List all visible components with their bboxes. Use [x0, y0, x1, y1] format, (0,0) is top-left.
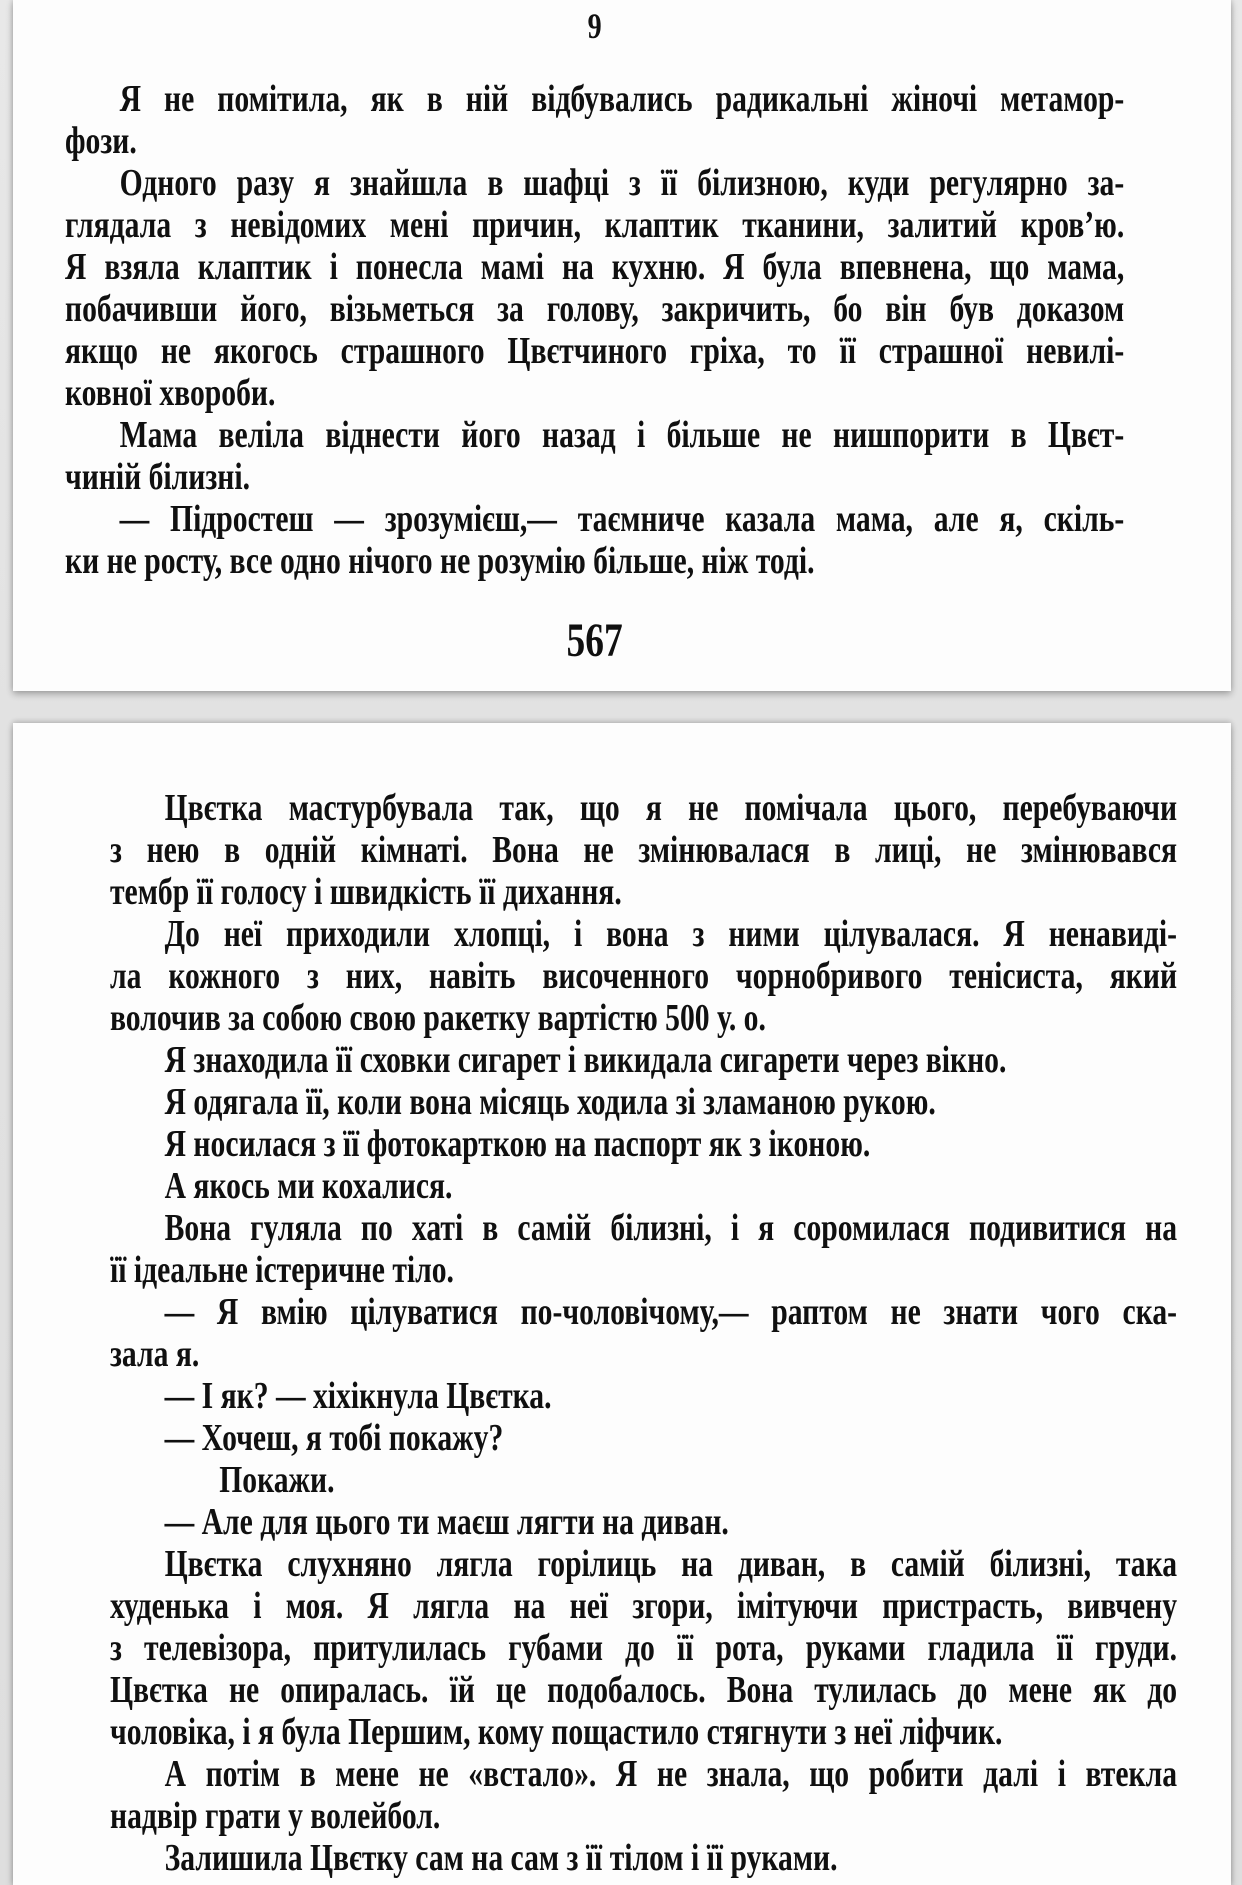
text-line: Я носилася з її фотокарткою на паспорт як з іконою. — [164, 1123, 871, 1165]
paragraph — [65, 162, 1124, 414]
text-line: До неї приходили хлопці, і вона з ними цілувалася. Я ненавиді- — [164, 913, 1178, 955]
text-line: — Підростеш — зрозумієш,— таємниче казала мама, але я, скіль- — [119, 498, 1125, 540]
text-line: чиній білизні. — [65, 456, 250, 498]
paragraph — [110, 1501, 1177, 1543]
paragraph — [110, 1375, 1177, 1417]
paragraph — [110, 1081, 1177, 1123]
text-line: чоловіка, і я була Першим, кому пощастило стягнути з неї ліфчик. — [110, 1711, 1003, 1753]
text-line: з телевізора, притулилась губами до її рота, руками гладила її груди. — [110, 1627, 1178, 1669]
page-bottom-text-block — [110, 723, 1177, 1879]
page-top-text-block — [65, 0, 1124, 666]
text-line: — Але для цього ти маєш лягти на диван. — [164, 1501, 729, 1543]
text-line: Я знаходила її сховки сигарет і викидала сигарети через вікно. — [164, 1039, 1007, 1081]
text-line: Цвєтка не опиралась. їй це подобалось. Вона тулилась до мене як до — [110, 1669, 1178, 1711]
text-line: ковної хвороби. — [65, 372, 276, 414]
text-line: волочив за собою свою ракетку вартістю 500 у. о. — [110, 997, 766, 1039]
paragraph — [110, 787, 1177, 913]
text-line: Залишила Цвєтку сам на сам з її тілом і її руками. — [164, 1837, 838, 1879]
paragraph — [110, 1207, 1177, 1291]
text-line: Цвєтка мастурбувала так, що я не помічала цього, перебуваючи — [164, 787, 1178, 829]
book-page-top — [13, 0, 1231, 691]
text-line: — Я вмію цілуватися по-чоловічому,— раптом не знати чого ска- — [164, 1291, 1178, 1333]
text-line: Покажи. — [219, 1459, 335, 1501]
text-line: А потім в мене не «встало». Я не знала, що робити далі і втекла — [164, 1753, 1178, 1795]
text-line: Одного разу я знайшла в шафці з її білизною, куди регулярно за- — [119, 162, 1125, 204]
text-line: Я не помітила, як в ній відбувались радикальні жіночі метамор- — [119, 78, 1125, 120]
text-line: Вона гуляла по хаті в самій білизні, і я соромилася подивитися на — [164, 1207, 1178, 1249]
text-line: ки не росту, все одно нічого не розумію більше, ніж тоді. — [65, 540, 815, 582]
paragraph — [110, 1417, 1177, 1459]
text-line: надвір грати у волейбол. — [110, 1795, 441, 1837]
text-line: з нею в одній кімнаті. Вона не змінювалася в лиці, не змінювався — [110, 829, 1178, 871]
paragraph — [110, 1543, 1177, 1753]
paragraph — [65, 498, 1124, 582]
paragraph — [65, 414, 1124, 498]
text-line: А якось ми кохалися. — [164, 1165, 453, 1207]
paragraph — [110, 1291, 1177, 1375]
page-top-body — [65, 78, 1124, 582]
page-bottom-body — [110, 787, 1177, 1879]
text-line: зала я. — [110, 1333, 200, 1375]
text-line: — І як? — хіхікнула Цвєтка. — [164, 1375, 552, 1417]
text-line: худенька і моя. Я лягла на неї згори, імітуючи пристрасть, вивчену — [110, 1585, 1178, 1627]
paragraph — [110, 1753, 1177, 1837]
text-line: — Хочеш, я тобі покажу? — [164, 1417, 504, 1459]
paragraph — [110, 1165, 1177, 1207]
text-line: тембр її голосу і швидкість її дихання. — [110, 871, 622, 913]
text-line: Мама веліла віднести його назад і більше не нишпорити в Цвєт- — [119, 414, 1125, 456]
book-page-bottom — [13, 723, 1231, 1885]
paragraph — [110, 1123, 1177, 1165]
text-line: ла кожного з них, навіть височенного чорнобривого тенісиста, який — [110, 955, 1178, 997]
paragraph — [110, 1837, 1177, 1879]
text-line: Я взяла клаптик і понесла мамі на кухню. Я була впевнена, що мама, — [65, 246, 1125, 288]
section-heading: 567 — [566, 614, 623, 667]
paragraph — [65, 78, 1124, 162]
text-line: фози. — [65, 120, 137, 162]
page-number: 9 — [587, 6, 602, 46]
text-line: Я одягала її, коли вона місяць ходила зі зламаною рукою. — [164, 1081, 936, 1123]
paragraph — [110, 1459, 1177, 1501]
paragraph — [110, 913, 1177, 1039]
text-line: якщо не якогось страшного Цвєтчиного гріха, то її страшної невилі- — [65, 330, 1125, 372]
text-line: Цвєтка слухняно лягла горілиць на диван, в самій білизні, така — [164, 1543, 1178, 1585]
text-line: її ідеальне істеричне тіло. — [110, 1249, 454, 1291]
paragraph — [110, 1039, 1177, 1081]
text-line: глядала з невідомих мені причин, клаптик тканини, залитий кров’ю. — [65, 204, 1125, 246]
text-line: побачивши його, візьметься за голову, закричить, бо він був доказом — [65, 288, 1125, 330]
